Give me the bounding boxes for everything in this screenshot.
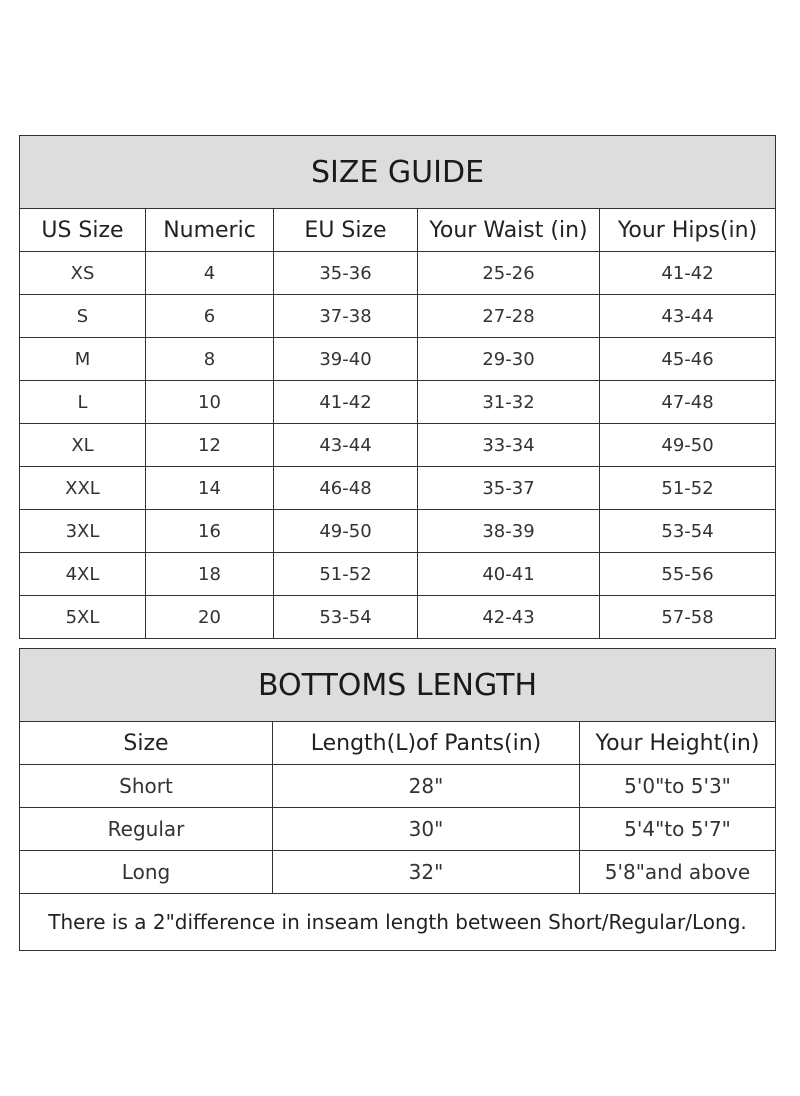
- waist-cell: 27-28: [418, 295, 600, 338]
- table-row: [20, 765, 776, 808]
- numeric-cell: 4: [146, 252, 274, 295]
- waist-cell: 33-34: [418, 424, 600, 467]
- hips-cell: 47-48: [600, 381, 776, 424]
- waist-cell: 38-39: [418, 510, 600, 553]
- us-size-cell: 3XL: [20, 510, 146, 553]
- table-row: [20, 510, 776, 553]
- hips-cell: 57-58: [600, 596, 776, 639]
- numeric-cell: 20: [146, 596, 274, 639]
- numeric-cell: 8: [146, 338, 274, 381]
- header-pants-length: Length(L)of Pants(in): [273, 722, 580, 765]
- size-guide-title: SIZE GUIDE: [20, 136, 776, 209]
- waist-cell: 40-41: [418, 553, 600, 596]
- hips-cell: 51-52: [600, 467, 776, 510]
- header-waist: Your Waist (in): [418, 209, 600, 252]
- eu-size-cell: 51-52: [274, 553, 418, 596]
- size-guide-body: [20, 252, 776, 639]
- header-us-size: US Size: [20, 209, 146, 252]
- waist-cell: 25-26: [418, 252, 600, 295]
- us-size-cell: S: [20, 295, 146, 338]
- numeric-cell: 14: [146, 467, 274, 510]
- table-row: [20, 295, 776, 338]
- size-cell: Short: [20, 765, 273, 808]
- table-row: [20, 808, 776, 851]
- hips-cell: 41-42: [600, 252, 776, 295]
- us-size-cell: 4XL: [20, 553, 146, 596]
- table-row: [20, 338, 776, 381]
- height-cell: 5'4"to 5'7": [580, 808, 776, 851]
- numeric-cell: 12: [146, 424, 274, 467]
- numeric-cell: 6: [146, 295, 274, 338]
- eu-size-cell: 53-54: [274, 596, 418, 639]
- header-size: Size: [20, 722, 273, 765]
- header-numeric: Numeric: [146, 209, 274, 252]
- height-cell: 5'8"and above: [580, 851, 776, 894]
- header-eu-size: EU Size: [274, 209, 418, 252]
- waist-cell: 29-30: [418, 338, 600, 381]
- eu-size-cell: 35-36: [274, 252, 418, 295]
- header-hips: Your Hips(in): [600, 209, 776, 252]
- hips-cell: 55-56: [600, 553, 776, 596]
- numeric-cell: 18: [146, 553, 274, 596]
- table-row: [20, 381, 776, 424]
- us-size-cell: XXL: [20, 467, 146, 510]
- eu-size-cell: 37-38: [274, 295, 418, 338]
- hips-cell: 43-44: [600, 295, 776, 338]
- waist-cell: 31-32: [418, 381, 600, 424]
- bottoms-length-body: [20, 765, 776, 951]
- bottoms-length-table: [19, 648, 776, 951]
- header-height: Your Height(in): [580, 722, 776, 765]
- us-size-cell: XS: [20, 252, 146, 295]
- pants-length-cell: 32": [273, 851, 580, 894]
- eu-size-cell: 43-44: [274, 424, 418, 467]
- size-guide-table: [19, 135, 776, 639]
- table-row: [20, 252, 776, 295]
- hips-cell: 53-54: [600, 510, 776, 553]
- us-size-cell: L: [20, 381, 146, 424]
- table-row: [20, 596, 776, 639]
- table-row: [20, 851, 776, 894]
- table-row: [20, 424, 776, 467]
- eu-size-cell: 46-48: [274, 467, 418, 510]
- waist-cell: 42-43: [418, 596, 600, 639]
- waist-cell: 35-37: [418, 467, 600, 510]
- height-cell: 5'0"to 5'3": [580, 765, 776, 808]
- us-size-cell: M: [20, 338, 146, 381]
- eu-size-cell: 49-50: [274, 510, 418, 553]
- note-row: [20, 894, 776, 951]
- table-row: [20, 467, 776, 510]
- inseam-note: There is a 2"difference in inseam length between Short/Regular/Long.: [20, 894, 776, 951]
- us-size-cell: 5XL: [20, 596, 146, 639]
- eu-size-cell: 39-40: [274, 338, 418, 381]
- size-cell: Regular: [20, 808, 273, 851]
- hips-cell: 49-50: [600, 424, 776, 467]
- numeric-cell: 16: [146, 510, 274, 553]
- bottoms-length-title: BOTTOMS LENGTH: [20, 649, 776, 722]
- us-size-cell: XL: [20, 424, 146, 467]
- eu-size-cell: 41-42: [274, 381, 418, 424]
- pants-length-cell: 28": [273, 765, 580, 808]
- table-row: [20, 553, 776, 596]
- numeric-cell: 10: [146, 381, 274, 424]
- hips-cell: 45-46: [600, 338, 776, 381]
- pants-length-cell: 30": [273, 808, 580, 851]
- size-cell: Long: [20, 851, 273, 894]
